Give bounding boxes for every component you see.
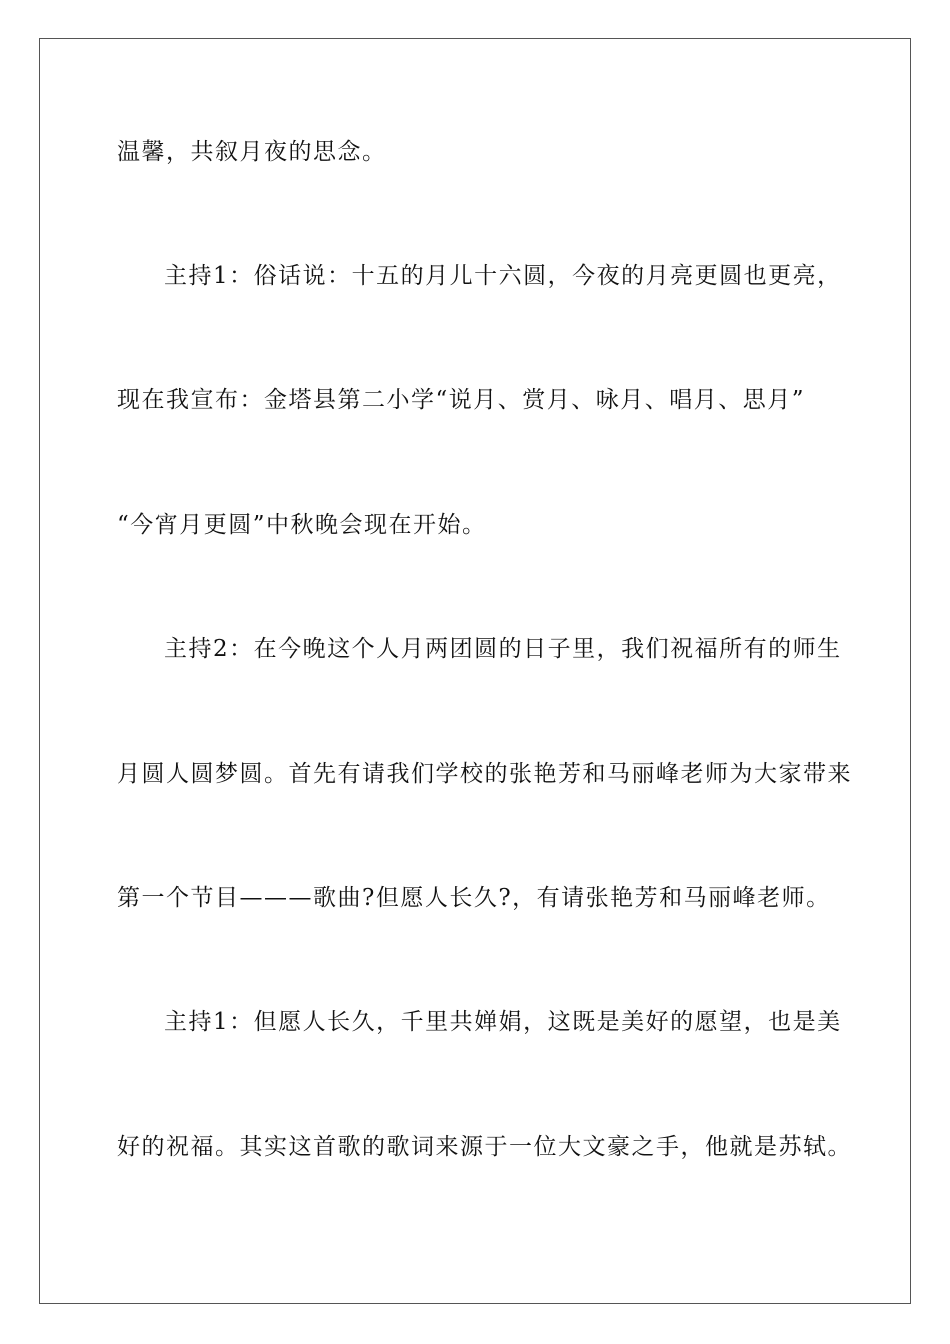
text-line-8: 主持1：但愿人长久，千里共婵娟，这既是美好的愿望，也是美 — [164, 1009, 842, 1035]
text-line-1: 温馨，共叙月夜的思念。 — [117, 139, 387, 165]
text-line-5: 主持2：在今晚这个人月两团圆的日子里，我们祝福所有的师生 — [164, 636, 842, 662]
text-line-6: 月圆人圆梦圆。首先有请我们学校的张艳芳和马丽峰老师为大家带来 — [117, 761, 852, 787]
text-line-4: “今宵月更圆”中秋晚会现在开始。 — [117, 512, 487, 538]
text-line-3: 现在我宣布：金塔县第二小学“说月、赏月、咏月、唱月、思月” — [117, 387, 806, 413]
page-border — [39, 38, 911, 1304]
text-line-7: 第一个节目———歌曲?但愿人长久?，有请张艳芳和马丽峰老师。 — [117, 885, 831, 911]
text-line-9: 好的祝福。其实这首歌的歌词来源于一位大文豪之手，他就是苏轼。 — [117, 1134, 852, 1160]
text-line-2: 主持1：俗话说：十五的月儿十六圆，今夜的月亮更圆也更亮， — [164, 263, 842, 289]
